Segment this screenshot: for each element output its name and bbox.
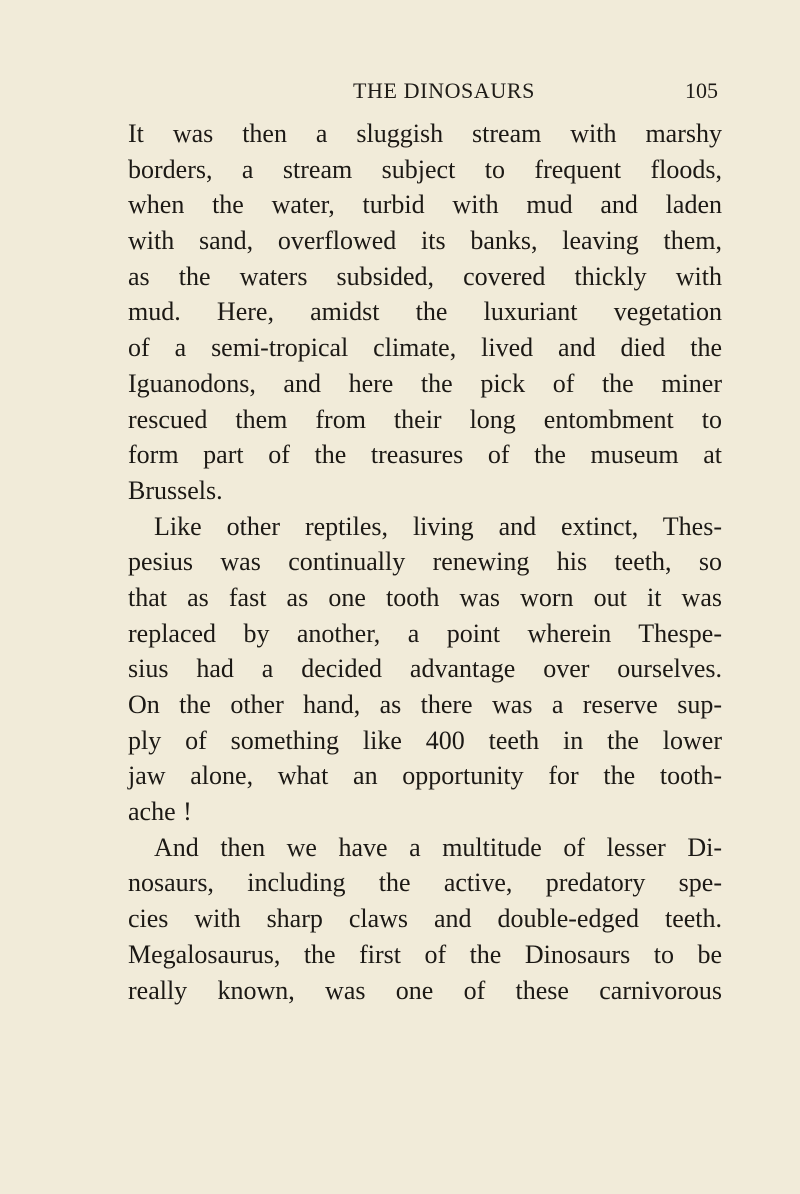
running-head xyxy=(128,78,720,108)
text-line: sius had a decided advantage over ourselves. xyxy=(128,654,722,684)
text-line: On the other hand, as there was a reserve sup- xyxy=(128,690,722,719)
running-title: THE DINOSAURS xyxy=(353,78,535,103)
text-line: ply of something like 400 teeth in the lower xyxy=(128,725,722,755)
text-line: that as fast as one tooth was worn out it was xyxy=(128,582,722,612)
text-line: rescued them from their long entombment to xyxy=(128,404,722,434)
text-line: as the waters subsided, covered thickly with xyxy=(128,261,722,291)
paragraph-2 xyxy=(128,509,722,830)
text-line: And then we have a multitude of lesser Di- xyxy=(154,832,722,862)
text-line: cies with sharp claws and double-edged teeth. xyxy=(128,904,722,934)
text-line: Like other reptiles, living and extinct, Thes- xyxy=(154,511,722,541)
text-line: form part of the treasures of the museum at xyxy=(128,440,722,470)
text-line: with sand, overflowed its banks, leaving them, xyxy=(128,226,722,256)
text-line: nosaurs, including the active, predatory spe- xyxy=(128,868,722,898)
page-number: 105 xyxy=(685,78,718,103)
body-text xyxy=(128,116,722,1008)
text-line: Brussels. xyxy=(128,475,223,505)
paragraph-1 xyxy=(128,116,722,509)
text-line: borders, a stream subject to frequent floods, xyxy=(128,154,722,184)
text-line: jaw alone, what an opportunity for the tooth- xyxy=(128,761,722,791)
text-line: It was then a sluggish stream with marshy xyxy=(128,119,722,148)
text-line: Iguanodons, and here the pick of the miner xyxy=(128,368,722,398)
text-line: mud. Here, amidst the luxuriant vegetation xyxy=(128,297,722,327)
text-line: Megalosaurus, the first of the Dinosaurs to be xyxy=(128,939,722,969)
text-line: of a semi-tropical climate, lived and died the xyxy=(128,333,722,363)
text-line: pesius was continually renewing his teeth, so xyxy=(128,547,722,577)
text-line: when the water, turbid with mud and laden xyxy=(128,190,722,220)
text-line: replaced by another, a point wherein Thespe- xyxy=(128,618,722,648)
text-line: ache ! xyxy=(128,797,192,827)
paragraph-3 xyxy=(128,830,722,1008)
text-line: really known, was one of these carnivorous xyxy=(128,975,722,1005)
